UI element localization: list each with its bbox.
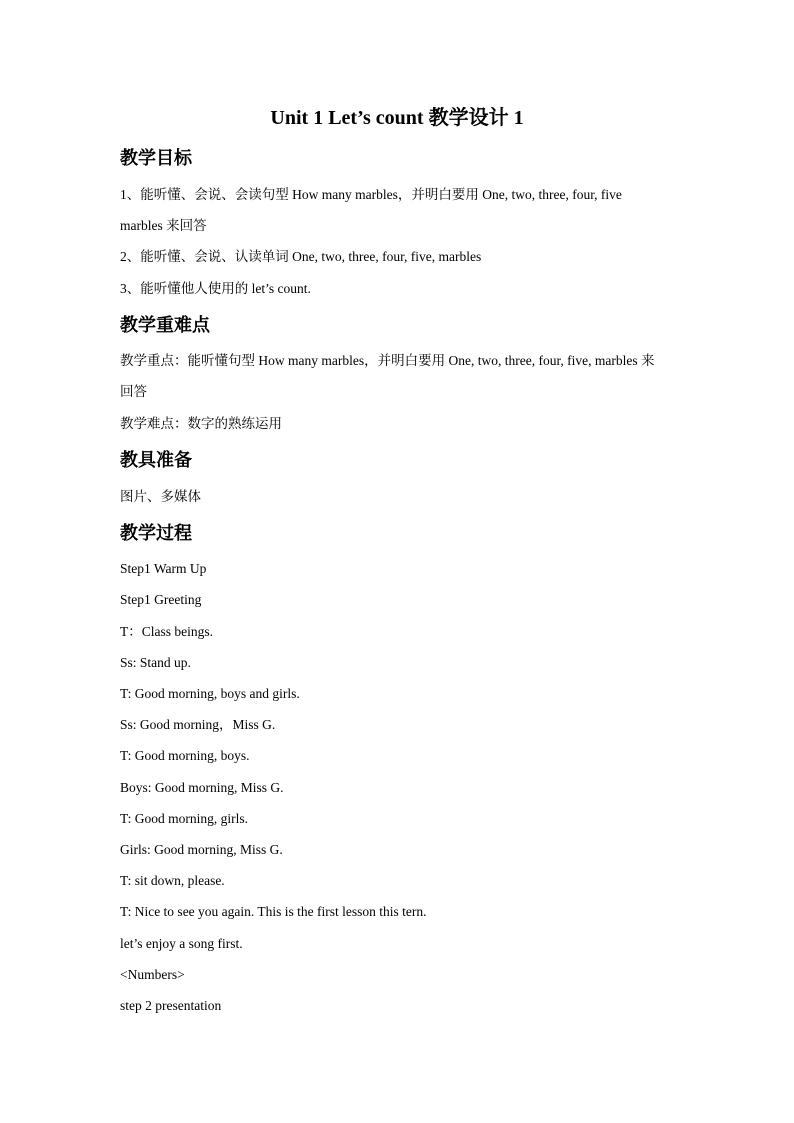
paragraph-line: <Numbers> — [120, 967, 185, 982]
section-heading-process: 教学过程 — [120, 523, 192, 543]
section-heading-key-points: 教学重难点 — [120, 315, 210, 335]
paragraph-line: 图片、多媒体 — [120, 489, 201, 504]
paragraph-line: Step1 Greeting — [120, 592, 202, 607]
paragraph-line: Ss: Stand up. — [120, 655, 191, 670]
paragraph-line: T: Nice to see you again. This is the first lesson this tern. — [120, 904, 427, 919]
paragraph-line: T: Good morning, girls. — [120, 811, 248, 826]
paragraph-line: Boys: Good morning, Miss G. — [120, 780, 284, 795]
paragraph-line: Ss: Good morning，Miss G. — [120, 717, 276, 732]
paragraph-line: 3、能听懂他人使用的 let’s count. — [120, 281, 311, 296]
paragraph-line: T: Good morning, boys. — [120, 748, 250, 763]
paragraph-line: step 2 presentation — [120, 998, 222, 1013]
section-heading-materials: 教具准备 — [120, 450, 192, 470]
paragraph-line: let’s enjoy a song first. — [120, 936, 243, 951]
paragraph-line: T：Class beings. — [120, 624, 213, 639]
paragraph-line: 教学重点：能听懂句型 How many marbles，并明白要用 One, two, three, four, five, marbles 来 — [120, 353, 655, 368]
paragraph-line: 1、能听懂、会说、会读句型 How many marbles，并明白要用 One, two, three, four, five — [120, 187, 622, 202]
paragraph-line: T: Good morning, boys and girls. — [120, 686, 300, 701]
page-title: Unit 1 Let’s count 教学设计 1 — [270, 107, 524, 129]
paragraph-line: Girls: Good morning, Miss G. — [120, 842, 283, 857]
paragraph-line: marbles 来回答 — [120, 218, 207, 233]
paragraph-line: Step1 Warm Up — [120, 561, 207, 576]
paragraph-line: 教学难点：数字的熟练运用 — [120, 416, 282, 431]
paragraph-line: 回答 — [120, 384, 147, 399]
paragraph-line: T: sit down, please. — [120, 873, 225, 888]
section-heading-objectives: 教学目标 — [120, 148, 192, 168]
paragraph-line: 2、能听懂、会说、认读单词 One, two, three, four, five, marbles — [120, 249, 482, 264]
